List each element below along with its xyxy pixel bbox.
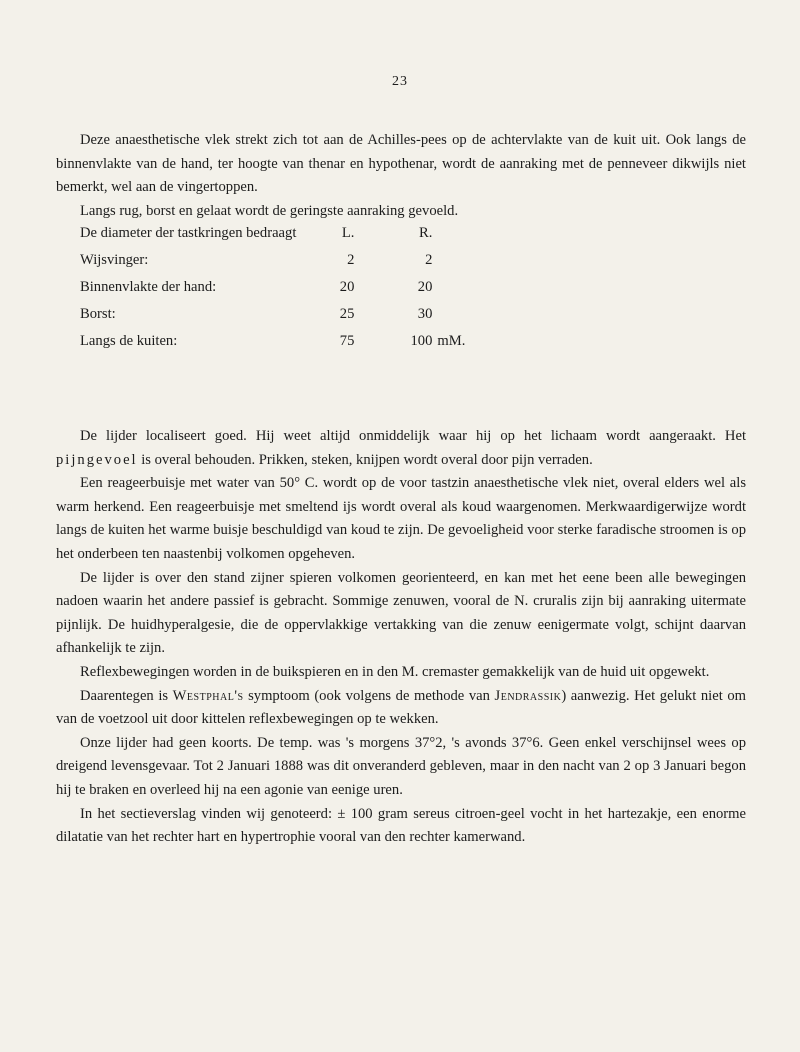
table-cell-unit [432, 252, 465, 279]
table-row [80, 279, 465, 306]
paragraph: Reflexbewegingen worden in de buikspieren en in den M. cremaster gemakkelijk van de huid uit opgewekt. [80, 663, 710, 680]
paragraph [56, 685, 746, 732]
author-name: Westphal's [172, 687, 244, 704]
table-cell-unit [432, 279, 465, 306]
table-cell-label: Langs de kuiten: [80, 333, 178, 349]
table-header-unit [432, 225, 465, 252]
table-cell-left: 2 [347, 252, 355, 268]
measurement-table [80, 225, 465, 360]
paragraph: Een reageerbuisje met water van 50° C. wordt op de voor tastzin anaesthetische vlek niet, overal elders wel als warm herkend. Een reageerbuisje met smeltend ijs wordt overal als koud waargenomen. Merkwaardigerwijze wordt langs de kuiten het warme buisje beschuldigd van koud te zijn. De gevoeligheid voor sterke faradische stroomen is op het onderbeen ten naastenbij volkomen opgeheven. [56, 475, 746, 562]
author-name: Jendrassik [494, 687, 562, 704]
page-number: 23 [392, 74, 408, 89]
table-cell-unit: mM. [437, 333, 466, 349]
paragraph: De lijder is over den stand zijner spieren volkomen georienteerd, en kan met het eene been alle bewegingen nadoen waarin het andere passief is gebracht. Sommige zenuwen, vooral de N. cruralis zijn bij aanraking uitermate pijnlijk. De huidhyperalgesie, die de oppervlakkige vertakking van die zenuw eenigermate volgt, schijnt daarvan afhankelijk te zijn. [56, 569, 746, 657]
table-header-right: R. [419, 225, 433, 241]
paragraph-text: De lijder localiseert goed. Hij weet altijd onmiddelijk waar hij op het lichaam wordt aangeraakt. Het [80, 428, 746, 444]
paragraph-text: symptoom (ook volgens de methode van [243, 687, 495, 704]
paragraph: Deze anaesthetische vlek strekt zich tot aan de Achilles-pees op de achtervlakte van de kuit uit. Ook langs de binnenvlakte van de hand, ter hoogte van thenar en hypothenar, wordt de aanraking met de penneveer dikwijls niet bemerkt, wel aan de vingertoppen. [56, 132, 746, 196]
table-cell-left: 25 [339, 306, 355, 322]
table-cell-unit [432, 306, 465, 333]
table-cell-label: Wijsvinger: [80, 252, 149, 268]
paragraph-text: is overal behouden. Prikken, steken, knijpen wordt overal door pijn verraden. [137, 451, 593, 468]
paragraph: Onze lijder had geen koorts. De temp. was 's morgens 37°2, 's avonds 37°6. Geen enkel verschijnsel wees op dreigend levensgevaar. Tot 2 Januari 1888 was dit onveranderd gebleven, maar in den nacht van 2 op 3 Januari begon hij te braken en overleed hij na een agonie van eenige uren. [56, 734, 746, 798]
table-cell-right: 30 [417, 306, 433, 322]
text-block-top [56, 129, 746, 223]
table-header-text: De diameter der tastkringen bedraagt [80, 225, 297, 241]
paragraph: In het sectieverslag vinden wij genoteerd: ± 100 gram sereus citroen-geel vocht in het hartezakje, een enorme dilatatie van het rechter hart en hypertrophie vooral van den rechter kamerwand. [56, 805, 746, 846]
paragraph-text: Daarentegen is [80, 687, 173, 704]
table-row [80, 333, 465, 360]
paragraph [56, 425, 746, 472]
table-header-row [80, 225, 465, 252]
table-row [80, 252, 465, 279]
table-header-left: L. [341, 225, 355, 241]
table-cell-left: 20 [339, 279, 355, 295]
text-block-bottom [56, 425, 746, 850]
table-header-label [80, 225, 296, 252]
paragraph-text: ) aanwezig. Het gelukt niet om van de voetzool uit door kittelen reflexbewegingen op te wekken. [56, 687, 746, 728]
table-cell-label: Borst: [80, 306, 116, 322]
table-cell-right: 2 [425, 252, 433, 268]
table-row [80, 306, 465, 333]
paragraph: Langs rug, borst en gelaat wordt de geringste aanraking gevoeld. [80, 202, 459, 219]
table-cell-right: 100 [410, 333, 433, 349]
table-cell-right: 20 [417, 279, 433, 295]
emphasized-term: pijngevoel [56, 451, 138, 468]
table-cell-label: Binnenvlakte der hand: [80, 279, 217, 295]
table-cell-left: 75 [339, 333, 355, 349]
